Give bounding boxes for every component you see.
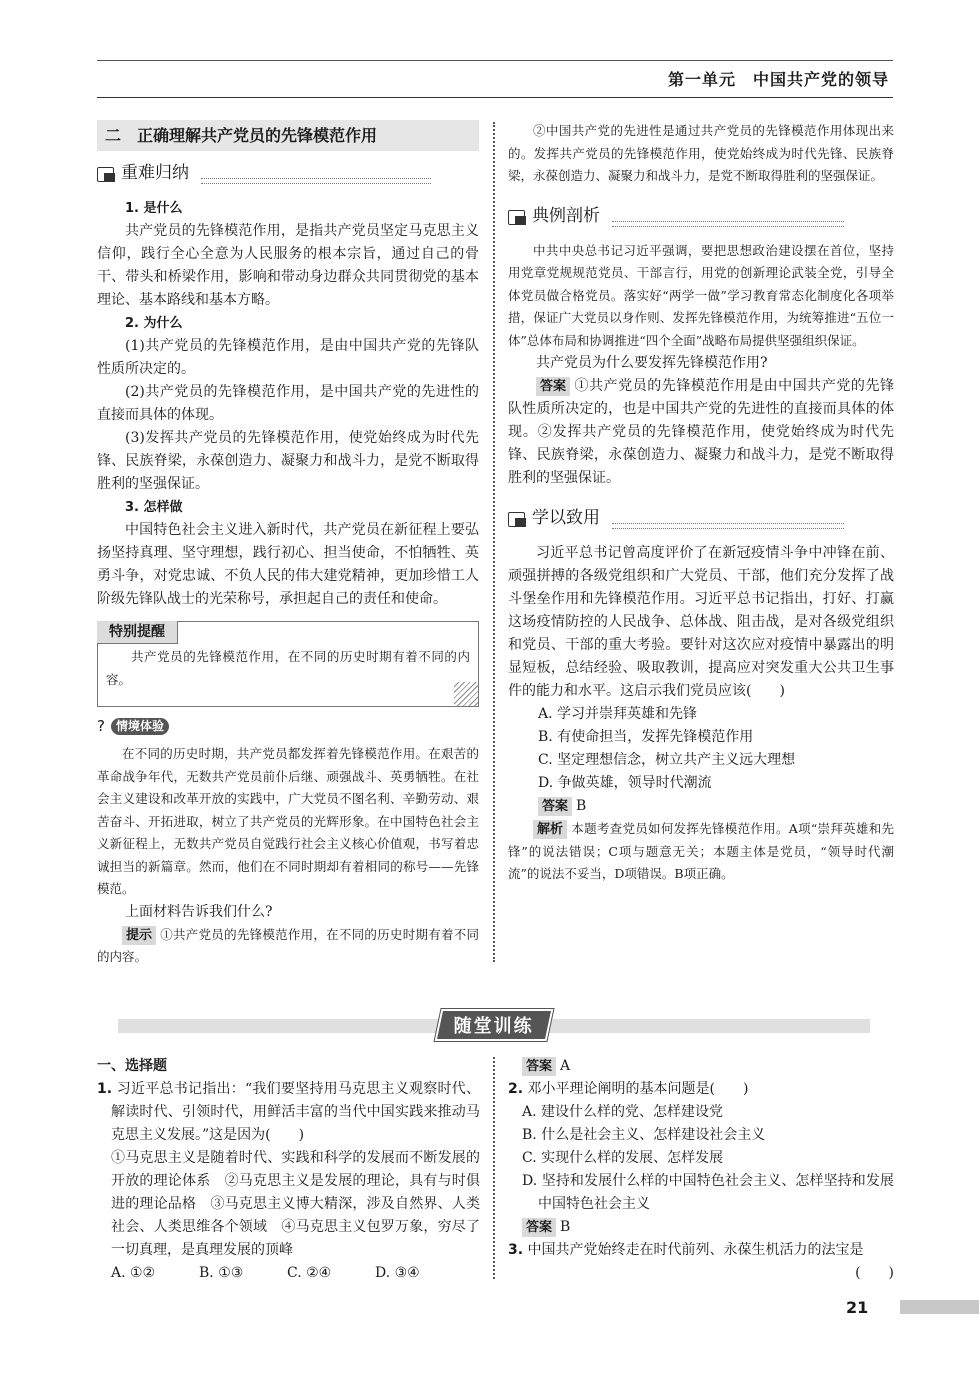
- lightbulb-icon: ?: [97, 717, 105, 735]
- scene-label: 情境体验: [111, 718, 169, 735]
- q1-items: ①马克思主义是随着时代、实践和科学的发展而不断发展的开放的理论体系 ②马克思主义是发展的理论，具有与时俱进的理论品格 ③马克思主义博大精深，涉及自然界、人类社会、人类思维各个领域 ④马克思主义包罗万象，穷尽了一切真理，是真理发展的顶峰: [111, 1150, 480, 1258]
- section-title: 二 正确理解共产党员的先锋模范作用: [97, 120, 479, 151]
- answer-tag: 答案: [522, 1218, 556, 1237]
- practice-right-column: [508, 1055, 894, 1285]
- q3-number: 3.: [508, 1242, 524, 1258]
- example-answer: ①共产党员的先锋模范作用是由中国共产党的先锋队性质所决定的，也是中国共产党的先进性的直接而具体的体现。②发挥共产党员的先锋模范作用，使党始终成为时代先锋、民族脊梁，永葆创造力、凝聚力和战斗力，是党不断取得胜利的坚强保证。: [508, 378, 894, 486]
- apply-label: 学以致用: [532, 508, 600, 528]
- q3-blank: ( ): [855, 1265, 894, 1281]
- q1-choice-b: B. ①③: [199, 1265, 244, 1281]
- scene-header: [97, 715, 479, 739]
- why-1: (1)共产党员的先锋模范作用，是由中国共产党的先锋队性质所决定的。: [97, 338, 479, 377]
- left-column: [97, 120, 479, 969]
- q2-text: 邓小平理论阐明的基本问题是( ): [527, 1081, 749, 1097]
- unit-title: 第一单元 中国共产党的领导: [667, 70, 889, 89]
- box-icon: [508, 512, 525, 527]
- practice-title-badge: [435, 1009, 554, 1041]
- q1-text: 习近平总书记指出：“我们要坚持用马克思主义观察时代、解读时代、引领时代，用鲜活丰富的当代中国实践来推动马克思主义发展。”这是因为( ): [111, 1081, 481, 1143]
- q2-answer-line: [508, 1216, 894, 1239]
- analysis-tag: 解析: [533, 820, 567, 839]
- apply-option-a: A. 学习并崇拜英雄和先锋: [538, 706, 698, 722]
- apply-text: 习近平总书记曾高度评价了在新冠疫情斗争中冲锋在前、顽强拼搏的各级党组织和广大党员、干部，他们充分发挥了战斗堡垒作用和先锋模范作用。习近平总书记指出，打好、打赢这场疫情防控的人民战争、总体战、阻击战，是对各级党组织和党员、干部的重大考验。要针对这次应对疫情中暴露出的明显短板，总结经验、吸取教训，提高应对突发重大公共卫生事件的能力和水平。这启示我们党员应该( ): [508, 545, 894, 699]
- key-points-header: [97, 161, 479, 189]
- column-divider: [493, 122, 495, 962]
- dotted-rule: [612, 221, 844, 227]
- why-2: (2)共产党员的先锋模范作用，是中国共产党的先进性的直接而具体的体现。: [97, 384, 479, 423]
- apply-option-c: C. 坚定理想信念，树立共产主义远大理想: [538, 752, 796, 768]
- practice-left-column: [97, 1055, 480, 1285]
- right-column: [508, 120, 894, 886]
- reminder-text: 共产党员的先锋模范作用，在不同的历史时期有着不同的内容。: [106, 649, 470, 687]
- how-title: 3. 怎样做: [125, 500, 183, 515]
- q1-choice-a: A. ①②: [111, 1265, 156, 1281]
- scene-question: 上面材料告诉我们什么?: [125, 903, 273, 920]
- question-2: [508, 1078, 894, 1101]
- what-title: 1. 是什么: [125, 201, 183, 216]
- example-header: [508, 204, 894, 232]
- practice-title: 随堂训练: [453, 1016, 534, 1037]
- page-number: 21: [846, 1298, 869, 1317]
- q3-text: 中国共产党始终走在时代前列、永葆生机活力的法宝是: [527, 1242, 864, 1258]
- hint-tag: 提示: [122, 926, 156, 945]
- box-icon: [508, 210, 525, 225]
- answer-tag: 答案: [538, 797, 572, 816]
- practice-section: 一、选择题: [97, 1058, 167, 1074]
- reminder-title: 特别提醒: [97, 621, 178, 644]
- example-question: 共产党员为什么要发挥先锋模范作用?: [536, 355, 768, 371]
- answer-tag: 答案: [522, 1057, 556, 1076]
- page-number-bar: [900, 1300, 979, 1314]
- example-label: 典例剖析: [532, 205, 600, 226]
- why-3: (3)发挥共产党员的先锋模范作用，使党始终成为时代先锋、民族脊梁，永葆创造力、凝聚力和战斗力，是党不断取得胜利的坚强保证。: [97, 430, 479, 492]
- q1-choice-d: D. ③④: [375, 1265, 420, 1281]
- what-text: 共产党员的先锋模范作用，是指共产党员坚定马克思主义信仰，践行全心全意为人民服务的根本宗旨，通过自己的骨干、带头和桥梁作用，影响和带动身边群众共同贯彻党的基本理论、基本路线和基本方略。: [97, 223, 479, 308]
- question-3: [508, 1239, 894, 1262]
- q2-option-d: D. 坚持和发展什么样的中国特色社会主义、怎样坚持和发展中国特色社会主义: [522, 1173, 894, 1212]
- why-title: 2. 为什么: [125, 316, 183, 331]
- key-points-label: 重难归纳: [121, 163, 189, 183]
- example-text: 中共中央总书记习近平强调，要把思想政治建设摆在首位，坚持用党章党规规范党员、干部言行，用党的创新理论武装全党，引导全体党员做合格党员。落实好“两学一做”学习教育常态化制度化各项举措，保证广大党员以身作则、发挥先锋模范作用，为统筹推进“五位一体”总体布局和协调推进“四个全面”战略布局提供坚强组织保证。: [508, 242, 894, 348]
- running-head: [97, 60, 893, 98]
- q2-option-c: C. 实现什么样的发展、怎样发展: [522, 1150, 724, 1166]
- hint-continued: ②中国共产党的先进性是通过共产党员的先锋模范作用体现出来的。发挥共产党员的先锋模范作用，使党始终成为时代先锋、民族脊梁，永葆创造力、凝聚力和战斗力，是党不断取得胜利的坚强保证。: [508, 123, 894, 183]
- scene-text: 在不同的历史时期，共产党员都发挥着先锋模范作用。在艰苦的革命战争年代，无数共产党员前仆后继、顽强战斗、英勇牺牲。在社会主义建设和改革开放的实践中，广大党员不图名利、辛勤劳动、艰苦奋斗、开拓进取，树立了共产党员的光辉形象。在中国特色社会主义新征程上，无数共产党员自觉践行社会主义核心价值观，书写着忠诚担当的新篇章。然而，他们在不同时期却有着相同的称号——先锋模范。: [97, 746, 479, 896]
- box-icon: [97, 167, 114, 182]
- apply-answer: B: [576, 798, 587, 814]
- q2-option-a: A. 建设什么样的党、怎样建设党: [522, 1104, 724, 1120]
- example-answer-paragraph: [508, 375, 894, 490]
- q1-answer-line: [508, 1055, 894, 1078]
- apply-option-d: D. 争做英雄，领导时代潮流: [538, 775, 712, 791]
- corner-hatch: [454, 682, 478, 706]
- q1-choice-c: C. ②④: [287, 1265, 332, 1281]
- question-1: [97, 1078, 480, 1147]
- apply-header: [508, 506, 894, 534]
- special-reminder-box: [97, 621, 479, 707]
- hint-text: ①共产党员的先锋模范作用，在不同的历史时期有着不同的内容。: [97, 926, 479, 964]
- q2-number: 2.: [508, 1081, 524, 1097]
- q2-option-b: B. 什么是社会主义、怎样建设社会主义: [522, 1127, 766, 1143]
- how-text: 中国特色社会主义进入新时代，共产党员在新征程上要弘扬坚持真理、坚守理想，践行初心、担当使命，不怕牺牲、英勇斗争，对党忠诚、不负人民的伟大建党精神，更加珍惜工人阶级先锋队战士的光荣称号，承担起自己的责任和使命。: [97, 522, 479, 607]
- q2-answer: B: [560, 1219, 571, 1235]
- q1-choices: [97, 1262, 480, 1285]
- practice-divider: [493, 1057, 495, 1279]
- answer-tag: 答案: [536, 377, 570, 396]
- apply-answer-line: [508, 795, 894, 818]
- apply-analysis-paragraph: [508, 818, 894, 886]
- dotted-rule: [201, 178, 431, 184]
- dotted-rule: [612, 523, 844, 529]
- q1-answer: A: [560, 1058, 571, 1074]
- apply-analysis: 本题考查党员如何发挥先锋模范作用。A项“崇拜英雄和先锋”的说法错误；C项与题意无关；本题主体是党员，“领导时代潮流”的说法不妥当，D项错误。B项正确。: [508, 821, 894, 881]
- hint-paragraph: [97, 924, 479, 969]
- apply-option-b: B. 有使命担当，发挥先锋模范作用: [538, 729, 754, 745]
- q1-number: 1.: [97, 1081, 113, 1097]
